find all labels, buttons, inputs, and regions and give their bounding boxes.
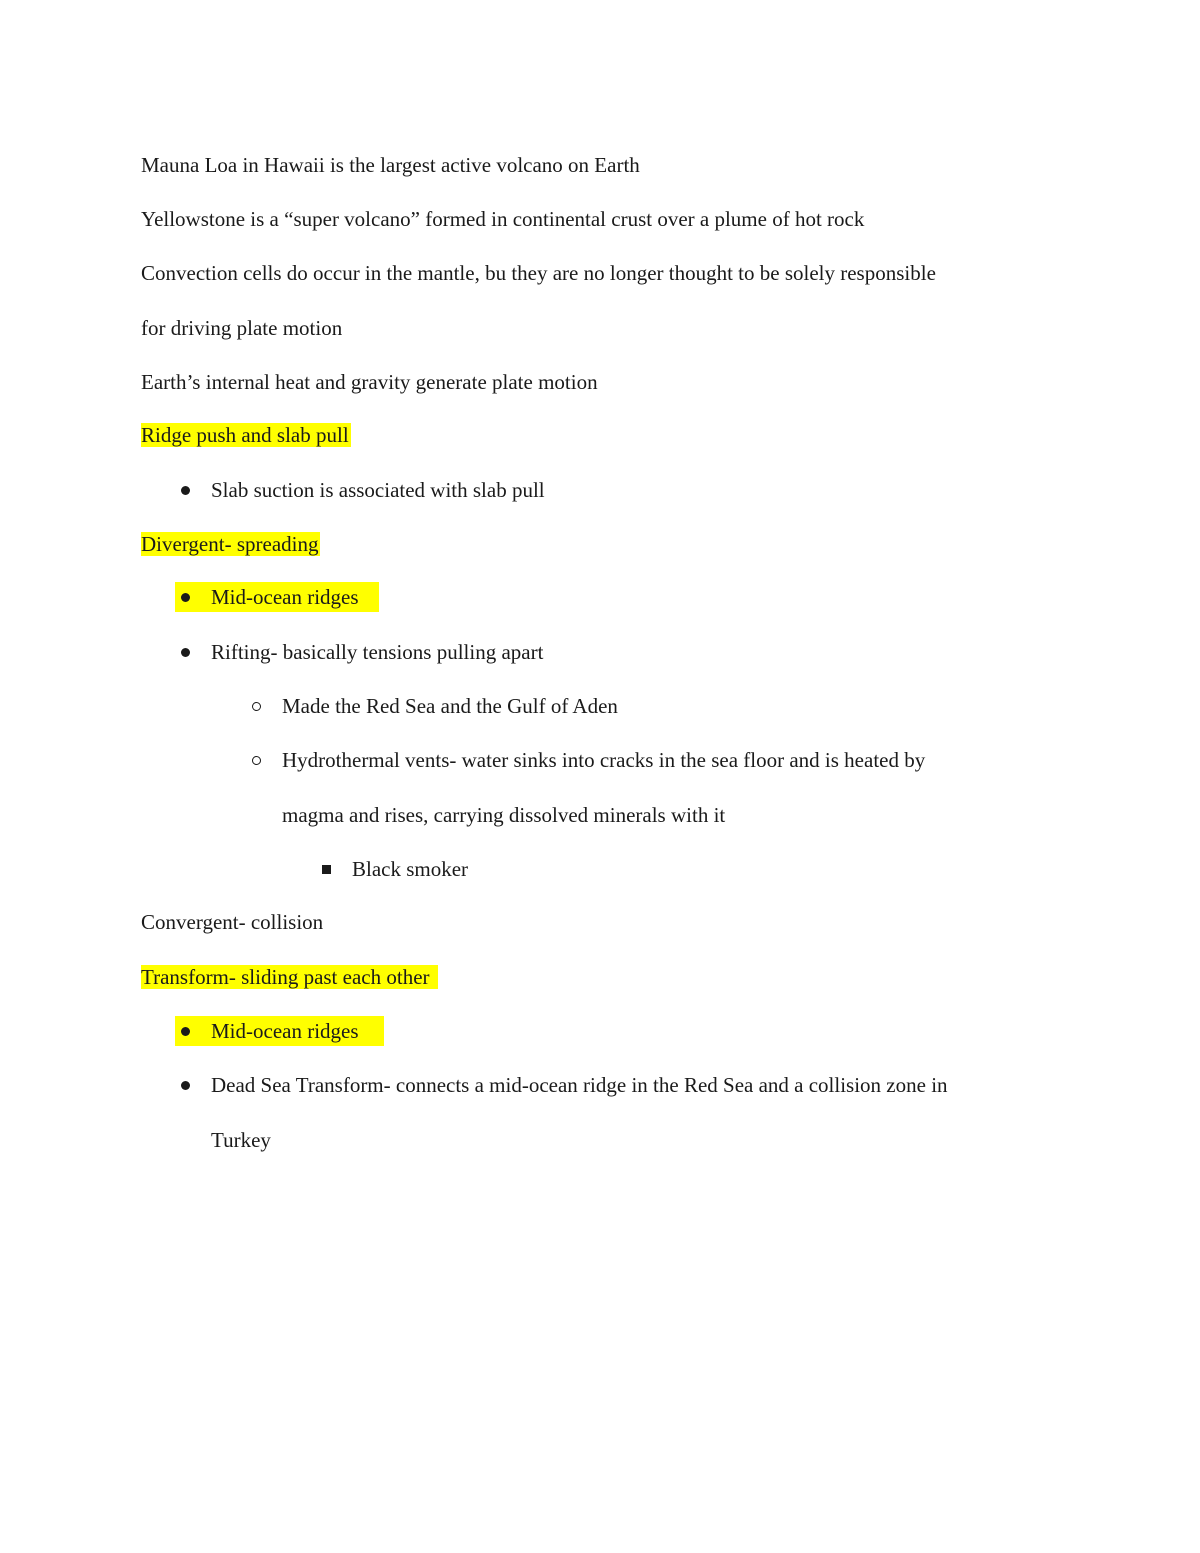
list-item-hydrothermal-line-1: Hydrothermal vents- water sinks into cracks in the sea floor and is heated by [282, 748, 926, 772]
paragraph-yellowstone: Yellowstone is a “super volcano” formed in continental crust over a plume of hot rock [141, 207, 865, 231]
list-item-hydrothermal-line-2: magma and rises, carrying dissolved minerals with it [282, 803, 726, 827]
hollow-bullet-icon [246, 746, 266, 774]
bullet-icon [175, 638, 195, 666]
highlighted-text: Transform- sliding past each other [141, 965, 438, 989]
paragraph-mauna-loa: Mauna Loa in Hawaii is the largest active volcano on Earth [141, 153, 640, 177]
list-item-dead-sea-line-1: Dead Sea Transform- connects a mid-ocean ridge in the Red Sea and a collision zone in [211, 1073, 948, 1097]
list-item-transform-mid-ocean-ridges: Mid-ocean ridges [211, 1019, 359, 1043]
paragraph-convection-line-1: Convection cells do occur in the mantle, bu they are no longer thought to be solely responsible [141, 261, 936, 285]
list-item-dead-sea-line-2: Turkey [211, 1128, 271, 1152]
highlighted-text: Divergent- spreading [141, 532, 319, 556]
heading-ridge-push [141, 421, 351, 449]
list-item-rifting: Rifting- basically tensions pulling apart [211, 640, 544, 664]
square-bullet-icon [316, 855, 336, 883]
bullet-icon [175, 1071, 195, 1099]
hollow-bullet-icon [246, 692, 266, 720]
heading-transform [141, 963, 438, 991]
bullet-icon [175, 1017, 195, 1045]
heading-divergent [141, 530, 320, 558]
list-item-mid-ocean-ridges: Mid-ocean ridges [211, 585, 359, 609]
bullet-icon [175, 476, 195, 504]
list-item-slab-suction: Slab suction is associated with slab pull [211, 478, 545, 502]
paragraph-convection-line-2: for driving plate motion [141, 316, 343, 340]
heading-convergent: Convergent- collision [141, 910, 324, 934]
highlighted-text: Ridge push and slab pull [141, 423, 349, 447]
bullet-icon [175, 583, 195, 611]
list-item-red-sea: Made the Red Sea and the Gulf of Aden [282, 694, 618, 718]
list-item-black-smoker: Black smoker [352, 857, 469, 881]
paragraph-internal-heat: Earth’s internal heat and gravity generate plate motion [141, 370, 598, 394]
